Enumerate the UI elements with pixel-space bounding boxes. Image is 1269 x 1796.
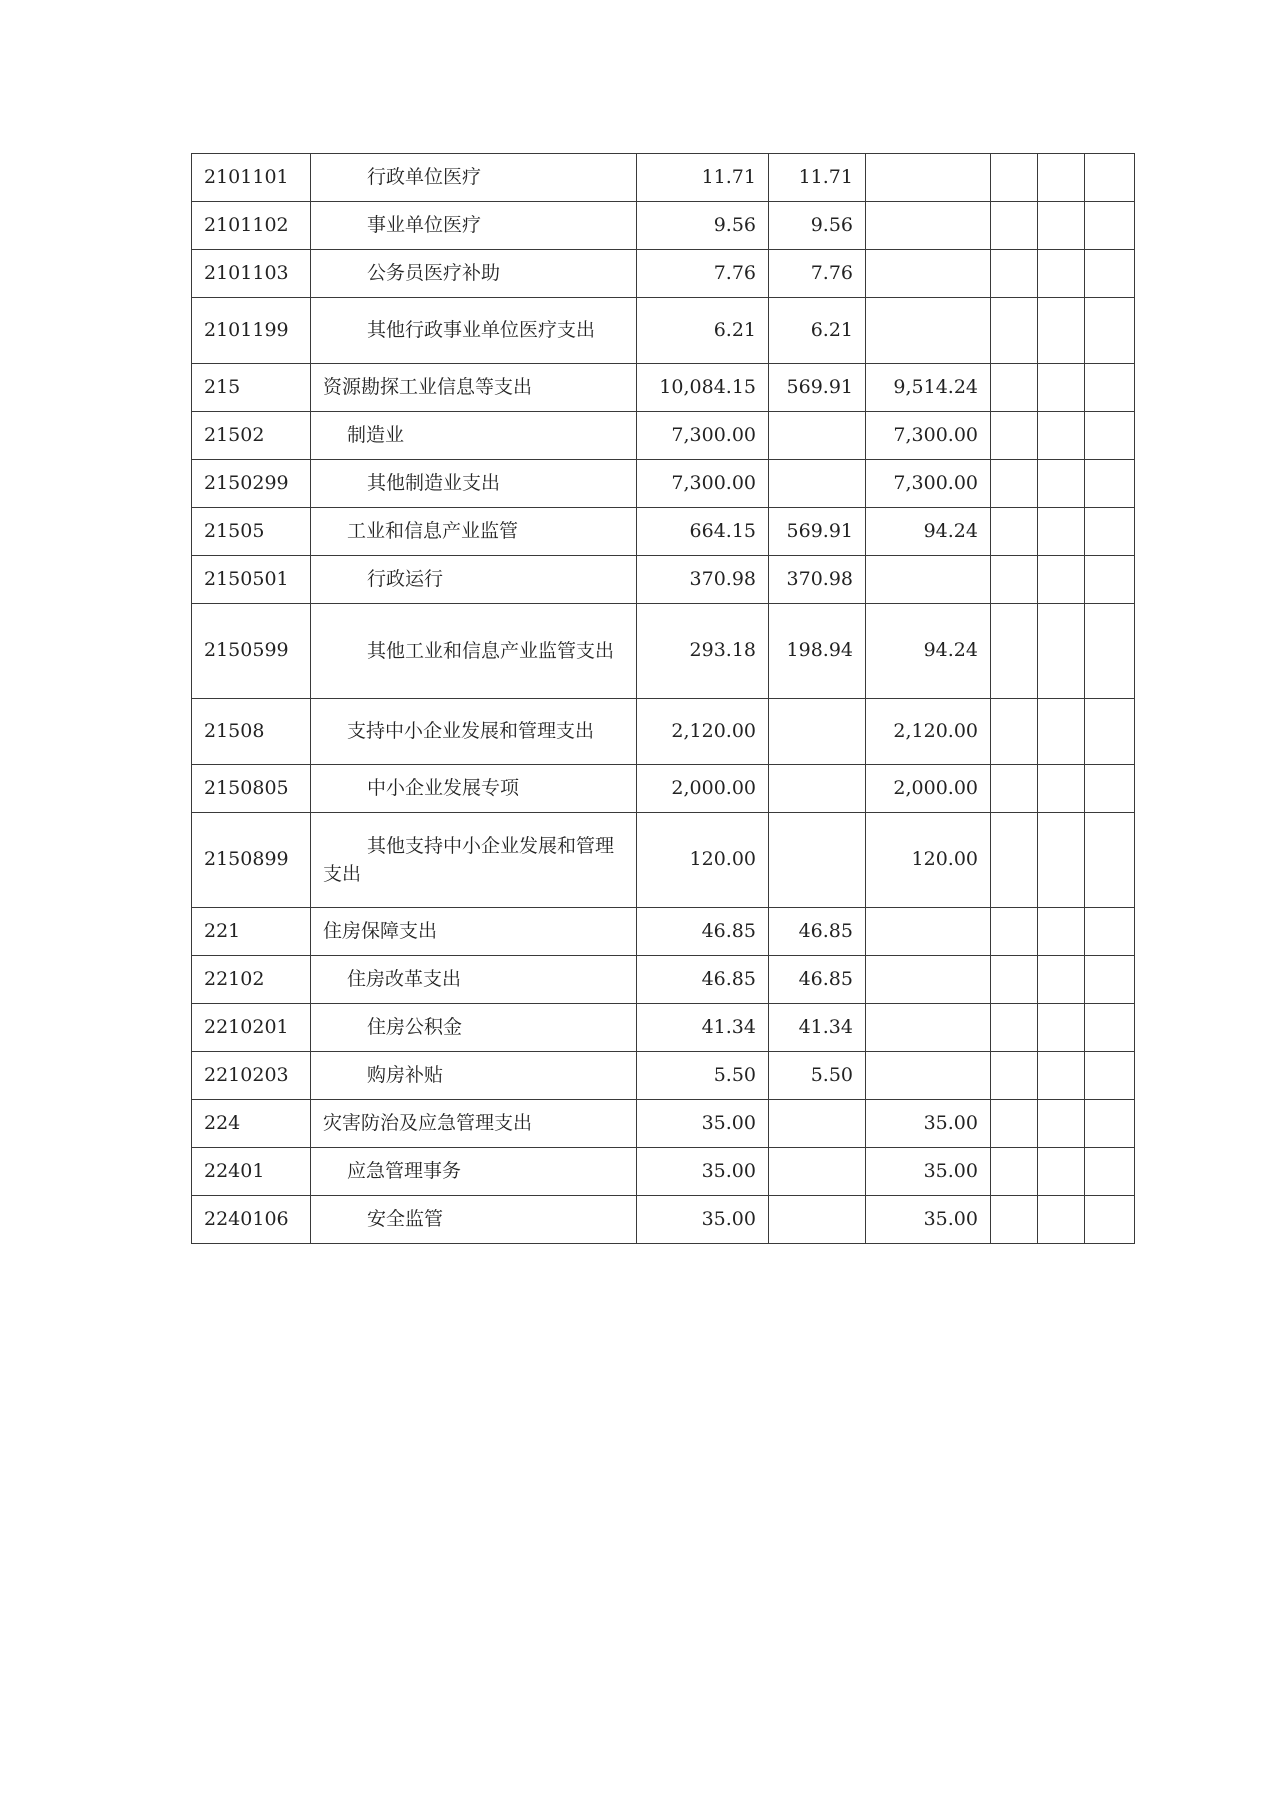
subject-code-cell: 22401 [192, 1148, 311, 1196]
empty-cell [1085, 556, 1135, 604]
subject-code-cell: 2150599 [192, 604, 311, 699]
empty-cell [1038, 1196, 1085, 1244]
project-expenditure-cell: 35.00 [866, 1100, 991, 1148]
table-row [192, 956, 1135, 1004]
subject-name-cell: 支持中小企业发展和管理支出 [311, 699, 637, 765]
subject-name-cell: 安全监管 [311, 1196, 637, 1244]
total-amount-cell: 9.56 [637, 202, 769, 250]
total-amount-cell: 120.00 [637, 813, 769, 908]
total-amount-cell: 35.00 [637, 1148, 769, 1196]
subject-code-cell: 221 [192, 908, 311, 956]
empty-cell [1085, 604, 1135, 699]
project-expenditure-cell [866, 556, 991, 604]
project-expenditure-cell: 35.00 [866, 1148, 991, 1196]
total-amount-cell: 2,000.00 [637, 765, 769, 813]
empty-cell [1038, 956, 1085, 1004]
basic-expenditure-cell: 46.85 [769, 956, 866, 1004]
total-amount-cell: 11.71 [637, 154, 769, 202]
subject-name-cell: 住房改革支出 [311, 956, 637, 1004]
subject-code-cell: 2101102 [192, 202, 311, 250]
subject-code-cell: 2101103 [192, 250, 311, 298]
table-row [192, 908, 1135, 956]
empty-cell [1085, 908, 1135, 956]
subject-code-cell: 224 [192, 1100, 311, 1148]
table-row [192, 765, 1135, 813]
empty-cell [1085, 154, 1135, 202]
subject-name-cell: 资源勘探工业信息等支出 [311, 364, 637, 412]
subject-name-cell: 行政单位医疗 [311, 154, 637, 202]
empty-cell [991, 202, 1038, 250]
basic-expenditure-cell: 569.91 [769, 364, 866, 412]
empty-cell [1085, 699, 1135, 765]
project-expenditure-cell [866, 1004, 991, 1052]
empty-cell [1038, 1148, 1085, 1196]
total-amount-cell: 46.85 [637, 956, 769, 1004]
empty-cell [1038, 508, 1085, 556]
empty-cell [1038, 604, 1085, 699]
empty-cell [1085, 1100, 1135, 1148]
subject-code-cell: 2101199 [192, 298, 311, 364]
table-row [192, 1052, 1135, 1100]
empty-cell [1038, 154, 1085, 202]
project-expenditure-cell [866, 202, 991, 250]
total-amount-cell: 370.98 [637, 556, 769, 604]
empty-cell [991, 508, 1038, 556]
subject-code-cell: 21508 [192, 699, 311, 765]
expenditure-table [191, 153, 1135, 1244]
empty-cell [1038, 250, 1085, 298]
basic-expenditure-cell: 6.21 [769, 298, 866, 364]
subject-code-cell: 2150805 [192, 765, 311, 813]
empty-cell [991, 1100, 1038, 1148]
basic-expenditure-cell [769, 813, 866, 908]
total-amount-cell: 2,120.00 [637, 699, 769, 765]
empty-cell [991, 298, 1038, 364]
empty-cell [1038, 908, 1085, 956]
total-amount-cell: 7.76 [637, 250, 769, 298]
basic-expenditure-cell [769, 699, 866, 765]
empty-cell [1038, 460, 1085, 508]
project-expenditure-cell [866, 154, 991, 202]
table-row [192, 364, 1135, 412]
table-row [192, 202, 1135, 250]
basic-expenditure-cell: 569.91 [769, 508, 866, 556]
project-expenditure-cell [866, 250, 991, 298]
empty-cell [991, 250, 1038, 298]
project-expenditure-cell [866, 298, 991, 364]
table-row [192, 699, 1135, 765]
empty-cell [1038, 1100, 1085, 1148]
table-row [192, 1100, 1135, 1148]
empty-cell [991, 699, 1038, 765]
empty-cell [991, 1148, 1038, 1196]
total-amount-cell: 35.00 [637, 1196, 769, 1244]
basic-expenditure-cell: 46.85 [769, 908, 866, 956]
subject-name-cell: 事业单位医疗 [311, 202, 637, 250]
table-row [192, 1196, 1135, 1244]
subject-name-cell: 其他制造业支出 [311, 460, 637, 508]
project-expenditure-cell: 35.00 [866, 1196, 991, 1244]
subject-code-cell: 215 [192, 364, 311, 412]
empty-cell [1038, 298, 1085, 364]
table-row [192, 1004, 1135, 1052]
empty-cell [1038, 1004, 1085, 1052]
subject-name-cell: 工业和信息产业监管 [311, 508, 637, 556]
empty-cell [991, 556, 1038, 604]
project-expenditure-cell [866, 908, 991, 956]
empty-cell [1038, 765, 1085, 813]
total-amount-cell: 6.21 [637, 298, 769, 364]
table-row [192, 250, 1135, 298]
empty-cell [1038, 1052, 1085, 1100]
empty-cell [991, 604, 1038, 699]
subject-name-cell: 灾害防治及应急管理支出 [311, 1100, 637, 1148]
subject-name-cell: 应急管理事务 [311, 1148, 637, 1196]
subject-name-cell: 住房公积金 [311, 1004, 637, 1052]
basic-expenditure-cell: 370.98 [769, 556, 866, 604]
subject-name-cell: 其他支持中小企业发展和管理支出 [311, 813, 637, 908]
table-row [192, 298, 1135, 364]
total-amount-cell: 10,084.15 [637, 364, 769, 412]
empty-cell [1085, 508, 1135, 556]
empty-cell [1038, 813, 1085, 908]
empty-cell [991, 956, 1038, 1004]
empty-cell [1038, 364, 1085, 412]
total-amount-cell: 664.15 [637, 508, 769, 556]
empty-cell [1085, 1196, 1135, 1244]
basic-expenditure-cell [769, 460, 866, 508]
project-expenditure-cell: 2,000.00 [866, 765, 991, 813]
subject-name-cell: 公务员医疗补助 [311, 250, 637, 298]
basic-expenditure-cell: 41.34 [769, 1004, 866, 1052]
subject-name-cell: 其他行政事业单位医疗支出 [311, 298, 637, 364]
basic-expenditure-cell: 11.71 [769, 154, 866, 202]
table-body [192, 154, 1135, 1244]
empty-cell [1085, 956, 1135, 1004]
subject-code-cell: 2101101 [192, 154, 311, 202]
empty-cell [1085, 1004, 1135, 1052]
total-amount-cell: 7,300.00 [637, 460, 769, 508]
table-row [192, 1148, 1135, 1196]
table-row [192, 813, 1135, 908]
subject-name-cell: 住房保障支出 [311, 908, 637, 956]
subject-code-cell: 21502 [192, 412, 311, 460]
empty-cell [1085, 412, 1135, 460]
empty-cell [1085, 202, 1135, 250]
empty-cell [991, 1196, 1038, 1244]
empty-cell [1038, 202, 1085, 250]
subject-code-cell: 2240106 [192, 1196, 311, 1244]
empty-cell [1038, 699, 1085, 765]
subject-name-cell: 制造业 [311, 412, 637, 460]
project-expenditure-cell [866, 956, 991, 1004]
basic-expenditure-cell: 9.56 [769, 202, 866, 250]
empty-cell [1085, 364, 1135, 412]
subject-name-cell: 中小企业发展专项 [311, 765, 637, 813]
subject-name-cell: 行政运行 [311, 556, 637, 604]
empty-cell [991, 364, 1038, 412]
empty-cell [991, 765, 1038, 813]
table-row [192, 460, 1135, 508]
basic-expenditure-cell: 7.76 [769, 250, 866, 298]
basic-expenditure-cell: 5.50 [769, 1052, 866, 1100]
subject-code-cell: 2210203 [192, 1052, 311, 1100]
subject-name-cell: 购房补贴 [311, 1052, 637, 1100]
total-amount-cell: 35.00 [637, 1100, 769, 1148]
empty-cell [1085, 250, 1135, 298]
subject-name-cell: 其他工业和信息产业监管支出 [311, 604, 637, 699]
total-amount-cell: 7,300.00 [637, 412, 769, 460]
table-row [192, 412, 1135, 460]
empty-cell [991, 154, 1038, 202]
empty-cell [991, 412, 1038, 460]
empty-cell [1038, 412, 1085, 460]
basic-expenditure-cell [769, 1196, 866, 1244]
total-amount-cell: 5.50 [637, 1052, 769, 1100]
basic-expenditure-cell [769, 1148, 866, 1196]
project-expenditure-cell: 2,120.00 [866, 699, 991, 765]
empty-cell [1085, 813, 1135, 908]
table-row [192, 604, 1135, 699]
empty-cell [991, 813, 1038, 908]
subject-code-cell: 2150501 [192, 556, 311, 604]
subject-code-cell: 22102 [192, 956, 311, 1004]
table-row [192, 556, 1135, 604]
empty-cell [1085, 1052, 1135, 1100]
subject-code-cell: 2210201 [192, 1004, 311, 1052]
table-row [192, 508, 1135, 556]
total-amount-cell: 46.85 [637, 908, 769, 956]
empty-cell [991, 1052, 1038, 1100]
project-expenditure-cell: 94.24 [866, 508, 991, 556]
basic-expenditure-cell [769, 765, 866, 813]
empty-cell [991, 460, 1038, 508]
total-amount-cell: 41.34 [637, 1004, 769, 1052]
subject-code-cell: 2150899 [192, 813, 311, 908]
empty-cell [991, 908, 1038, 956]
empty-cell [1085, 765, 1135, 813]
basic-expenditure-cell: 198.94 [769, 604, 866, 699]
project-expenditure-cell: 94.24 [866, 604, 991, 699]
project-expenditure-cell: 7,300.00 [866, 460, 991, 508]
empty-cell [1085, 1148, 1135, 1196]
basic-expenditure-cell [769, 1100, 866, 1148]
project-expenditure-cell: 7,300.00 [866, 412, 991, 460]
subject-code-cell: 2150299 [192, 460, 311, 508]
empty-cell [1085, 460, 1135, 508]
table-row [192, 154, 1135, 202]
empty-cell [1038, 556, 1085, 604]
empty-cell [991, 1004, 1038, 1052]
empty-cell [1085, 298, 1135, 364]
basic-expenditure-cell [769, 412, 866, 460]
project-expenditure-cell [866, 1052, 991, 1100]
project-expenditure-cell: 9,514.24 [866, 364, 991, 412]
total-amount-cell: 293.18 [637, 604, 769, 699]
subject-code-cell: 21505 [192, 508, 311, 556]
project-expenditure-cell: 120.00 [866, 813, 991, 908]
